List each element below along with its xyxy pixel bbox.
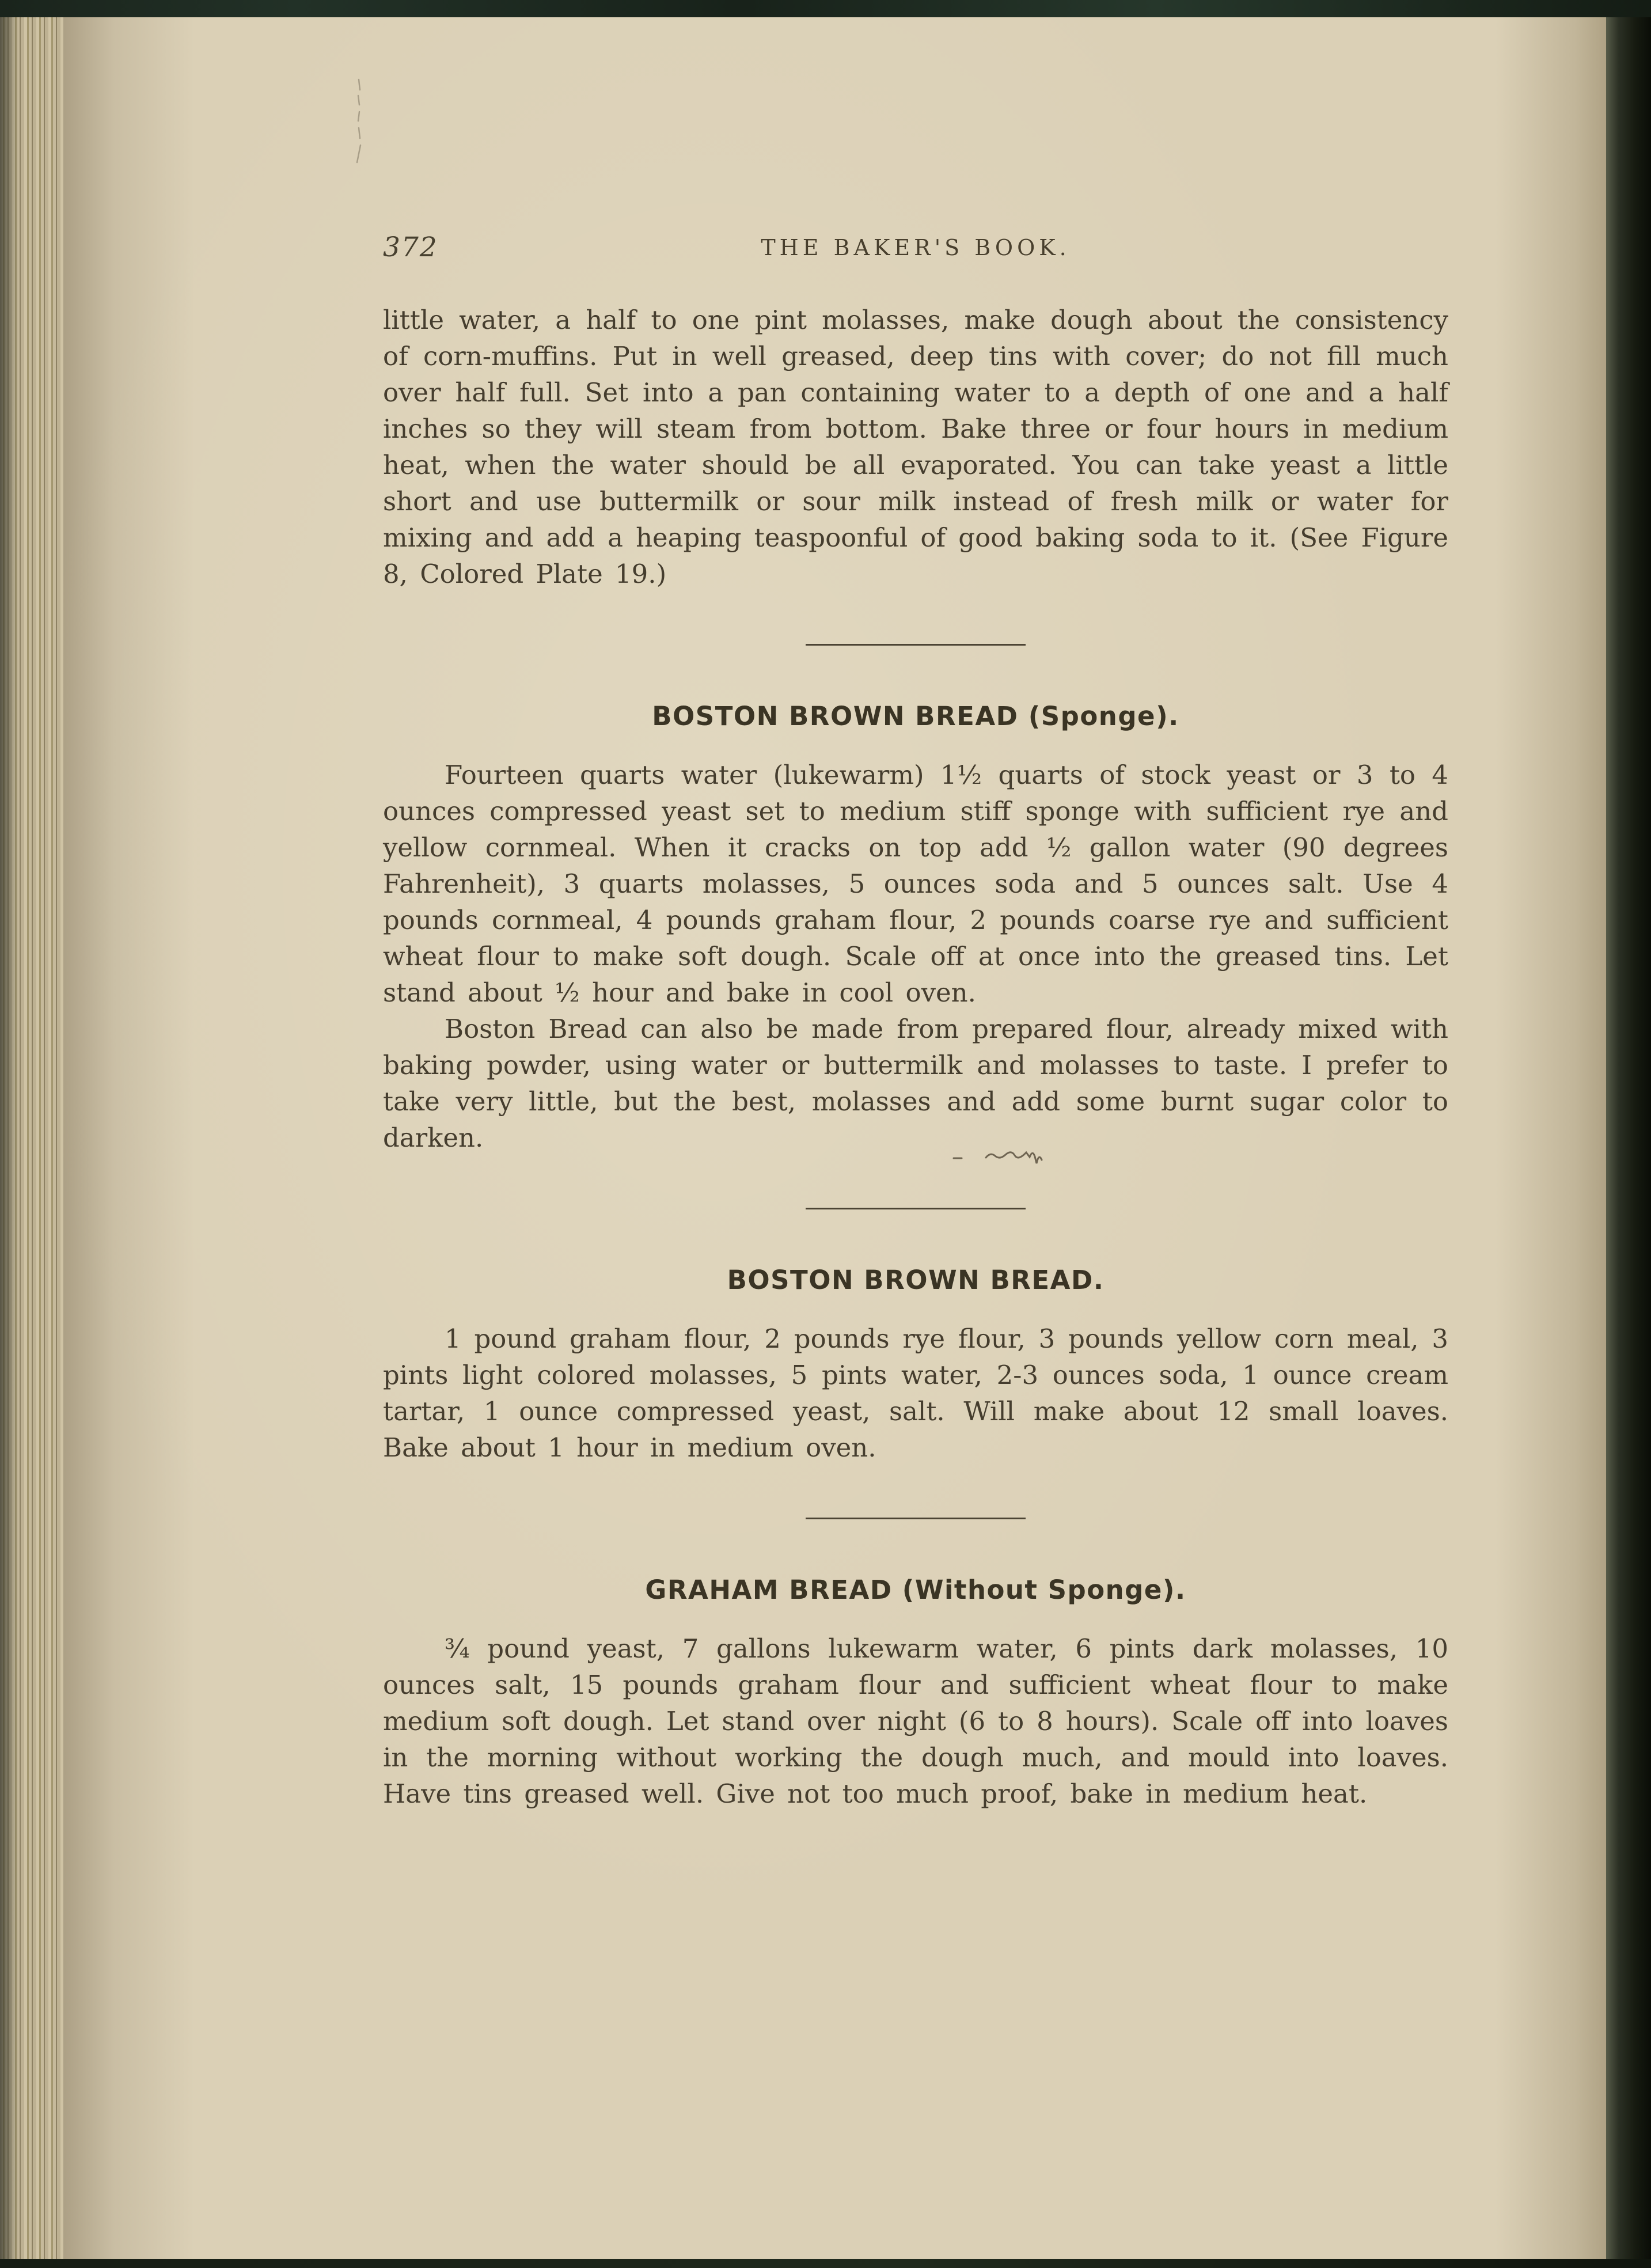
binding-top-edge (0, 0, 1651, 17)
section-heading: BOSTON BROWN BREAD (Sponge). (652, 701, 1179, 731)
paragraph: ¾ pound yeast, 7 gallons lukewarm water, 6 pints dark molasses, 10 ounces salt, 15 pounds graham flour and sufficient wheat flour to make medium soft dough. Let stand over night (6 to 8 hours). Scale off into loaves in the morning without working the dough much, and mould into loaves. Have tins greased well. Give not too much proof, bake in medium heat. (383, 1633, 1448, 1809)
paragraph: Boston Bread can also be made from prepared flour, already mixed with baking powder, using water or buttermilk and molasses to taste. I prefer to take very little, but the best, molasses and add some burnt sugar color to darken. (383, 1011, 1448, 1156)
section-heading: BOSTON BROWN BREAD. (727, 1265, 1105, 1295)
paragraph: Fourteen quarts water (lukewarm) 1½ quarts of stock yeast or 3 to 4 ounces compressed yeast set to medium stiff sponge with sufficient rye and yellow cornmeal. When it cracks on top add ½ gallon water (90 degrees Fahrenheit), 3 quarts molasses, 5 ounces soda and 5 ounces salt. Use 4 pounds cornmeal, 4 pounds graham flour, 2 pounds coarse rye and sufficient wheat flour to make soft dough. Scale off at once into the greased tins. Let stand about ½ hour and bake in cool oven. (383, 760, 1448, 1008)
section-divider (806, 1208, 1026, 1209)
ink-mark-icon (890, 1139, 1084, 1175)
section-divider (806, 1518, 1026, 1519)
section-divider (806, 644, 1026, 646)
binding-bottom-edge (0, 2259, 1651, 2268)
page-number: 372 (383, 232, 438, 263)
text-column (383, 302, 1448, 1812)
pencil-marks-icon (355, 78, 363, 165)
page-edges-stack (0, 16, 63, 2260)
page-header (383, 230, 1448, 265)
section-heading: GRAHAM BREAD (Without Sponge). (645, 1575, 1186, 1605)
running-title: THE BAKER'S BOOK. (761, 235, 1071, 260)
binding-right-edge (1606, 0, 1651, 2268)
paragraph: little water, a half to one pint molasses, make dough about the consistency of corn-muffins. Put in well greased, deep tins with cover; do not fill much over half full. Set into a pan containing water to a depth of one and a half inches so they will steam from bottom. Bake three or four hours in medium heat, when the water should be all evaporated. You can take yeast a little short and use buttermilk or sour milk instead of fresh milk or water for mixing and add a heaping teaspoonful of good baking soda to it. (See Figure 8, Colored Plate 19.) (383, 305, 1448, 589)
paragraph: 1 pound graham flour, 2 pounds rye flour, 3 pounds yellow corn meal, 3 pints light colored molasses, 5 pints water, 2-3 ounces soda, 1 ounce cream tartar, 1 ounce compressed yeast, salt. Will make about 12 small loaves. Bake about 1 hour in medium oven. (383, 1323, 1448, 1463)
book-page (62, 16, 1611, 2260)
